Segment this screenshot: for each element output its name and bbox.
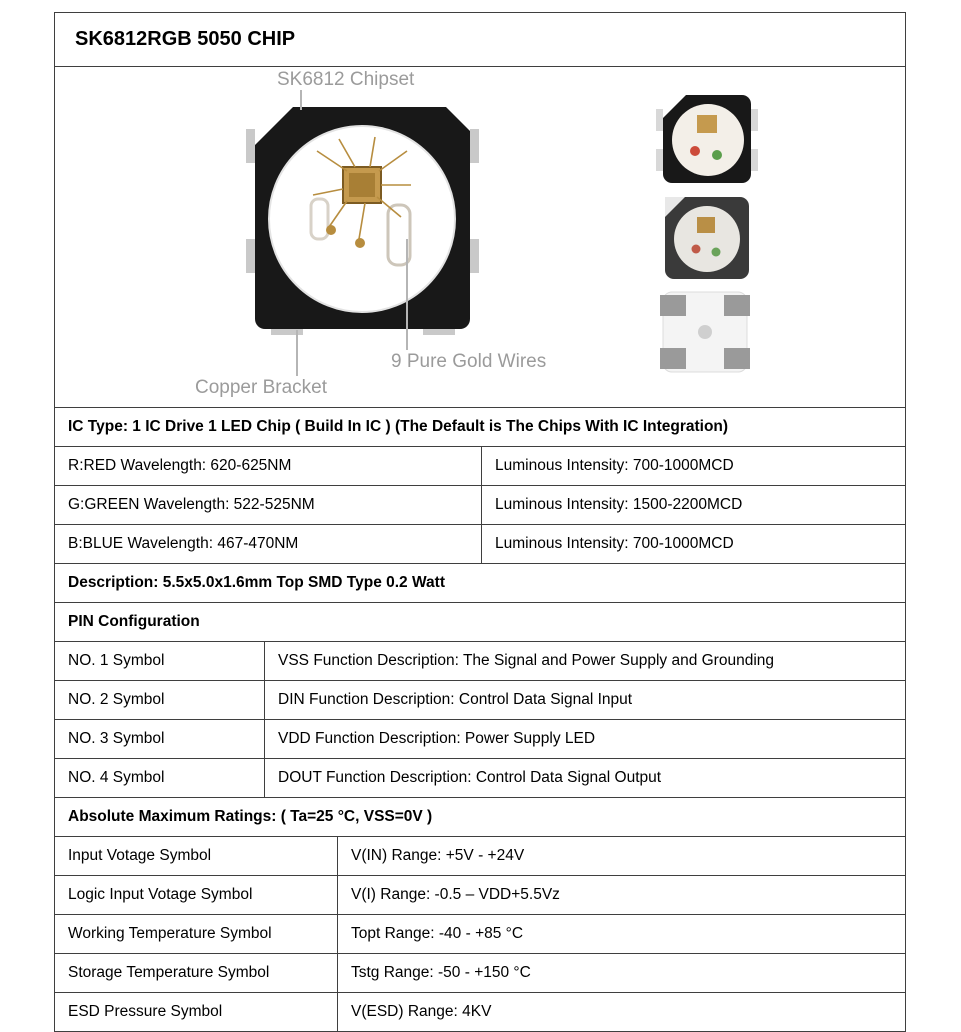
pin-3-symbol: NO. 3 Symbol — [68, 730, 165, 748]
chip-photo-top-view — [656, 95, 758, 183]
pin-2-symbol: NO. 2 Symbol — [68, 691, 165, 709]
pin-1-symbol: NO. 1 Symbol — [68, 652, 165, 670]
logic-input-voltage-symbol: Logic Input Votage Symbol — [68, 886, 253, 904]
pin-4-symbol: NO. 4 Symbol — [68, 769, 165, 787]
table-row-logic-input-voltage — [55, 875, 905, 914]
pin-4-function: DOUT Function Description: Control Data Signal Output — [264, 759, 905, 797]
table-row-pin-4 — [55, 758, 905, 797]
ratings-header-row — [55, 797, 905, 836]
esd-pressure-range: V(ESD) Range: 4KV — [337, 993, 905, 1031]
pin-2-function: DIN Function Description: Control Data Signal Input — [264, 681, 905, 719]
ic-type-row — [55, 407, 905, 446]
chip-photo-bottom-view — [660, 292, 750, 372]
working-temperature-range: Topt Range: -40 - +85 °C — [337, 915, 905, 953]
input-voltage-range: V(IN) Range: +5V - +24V — [337, 837, 905, 875]
red-wavelength: R:RED Wavelength: 620-625NM — [68, 457, 292, 475]
green-luminous-intensity: Luminous Intensity: 1500-2200MCD — [481, 486, 905, 524]
working-temperature-symbol: Working Temperature Symbol — [68, 925, 272, 943]
green-wavelength: G:GREEN Wavelength: 522-525NM — [68, 496, 315, 514]
table-row-working-temperature — [55, 914, 905, 953]
description-text: Description: 5.5x5.0x1.6mm Top SMD Type 0.2 Watt — [68, 574, 445, 592]
table-row-pin-3 — [55, 719, 905, 758]
chip-die — [343, 167, 381, 203]
table-row-red — [55, 446, 905, 485]
esd-pressure-symbol: ESD Pressure Symbol — [68, 1003, 223, 1021]
table-row-blue — [55, 524, 905, 563]
page-title — [55, 13, 905, 66]
description-row — [55, 563, 905, 602]
chip-diagram — [55, 66, 905, 407]
label-copper-bracket: Copper Bracket — [195, 377, 328, 398]
pin-configuration-header: PIN Configuration — [68, 613, 200, 631]
table-row-input-voltage — [55, 836, 905, 875]
spec-sheet — [54, 12, 906, 1032]
logic-input-voltage-range: V(I) Range: -0.5 – VDD+5.5Vz — [337, 876, 905, 914]
table-row-storage-temperature — [55, 953, 905, 992]
label-chipset: SK6812 Chipset — [277, 69, 415, 90]
pin-1-function: VSS Function Description: The Signal and Power Supply and Grounding — [264, 642, 905, 680]
ic-type-text: IC Type: 1 IC Drive 1 LED Chip ( Build In IC ) (The Default is The Chips With IC Integration) — [68, 418, 729, 436]
table-row-pin-2 — [55, 680, 905, 719]
storage-temperature-symbol: Storage Temperature Symbol — [68, 964, 270, 982]
table-row-green — [55, 485, 905, 524]
table-row-pin-1 — [55, 641, 905, 680]
blue-luminous-intensity: Luminous Intensity: 700-1000MCD — [481, 525, 905, 563]
table-row-esd-pressure — [55, 992, 905, 1031]
chip-photo-main — [246, 107, 479, 335]
page-title-text: SK6812RGB 5050 CHIP — [75, 28, 296, 50]
blue-wavelength: B:BLUE Wavelength: 467-470NM — [68, 535, 299, 553]
input-voltage-symbol: Input Votage Symbol — [68, 847, 212, 865]
red-luminous-intensity: Luminous Intensity: 700-1000MCD — [481, 447, 905, 485]
pin-configuration-header-row — [55, 602, 905, 641]
chip-photo-angle-view — [665, 197, 749, 279]
ratings-header: Absolute Maximum Ratings: ( Ta=25 °C, VSS=0V ) — [68, 808, 433, 826]
pin-3-function: VDD Function Description: Power Supply LED — [264, 720, 905, 758]
storage-temperature-range: Tstg Range: -50 - +150 °C — [337, 954, 905, 992]
label-gold-wires: 9 Pure Gold Wires — [391, 351, 547, 372]
